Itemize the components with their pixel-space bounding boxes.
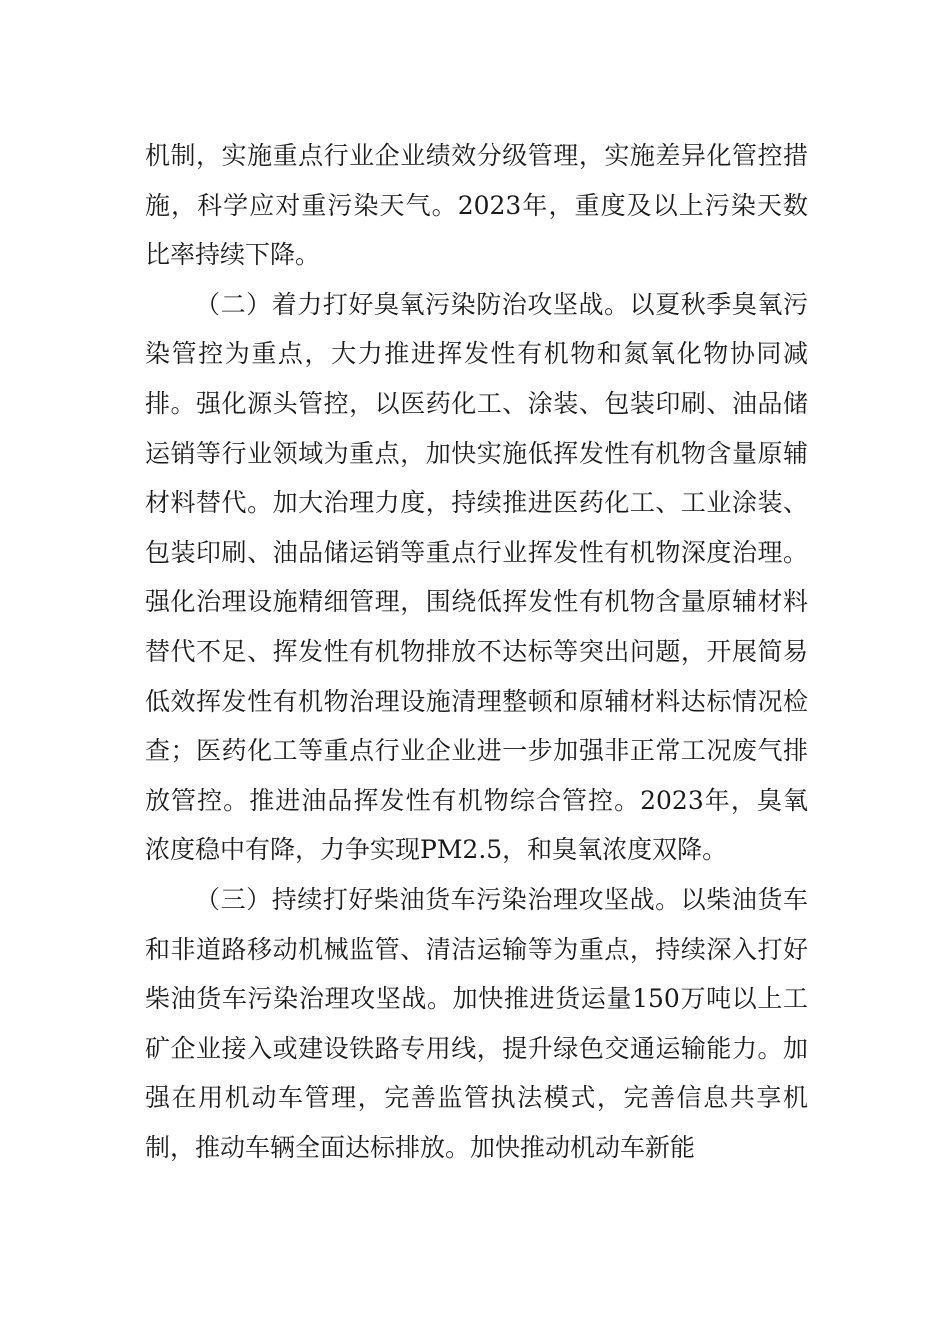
paragraph-continuation: 机制，实施重点行业企业绩效分级管理，实施差异化管控措施，科学应对重污染天气。2023年，重度及以上污染天数比率持续下降。	[145, 141, 808, 270]
paragraph-ozone-pollution: （二）着力打好臭氧污染防治攻坚战。以夏秋季臭氧污染管控为重点，大力推进挥发性有机物和氮氧化物协同减排。强化源头管控，以医药化工、涂装、包装印刷、油品储运销等行业领域为重点，加快实施低挥发性有机物含量原辅材料替代。加大治理力度，持续推进医药化工、工业涂装、包装印刷、油品储运销等重点行业挥发性有机物深度治理。强化治理设施精细管理，围绕低挥发性有机物含量原辅材料替代不足、挥发性有机物排放不达标等突出问题，开展简易低效挥发性有机物治理设施清理整顿和原辅材料达标情况检查；医药化工等重点行业企业进一步加强非正常工况废气排放管控。推进油品挥发性有机物综合管控。2023年，臭氧浓度稳中有降，力争实现PM2.5，和臭氧浓度双降。	[145, 289, 808, 865]
document-body	[145, 131, 808, 1172]
paragraph-diesel-truck-pollution: （三）持续打好柴油货车污染治理攻坚战。以柴油货车和非道路移动机械监管、清洁运输等为重点，持续深入打好柴油货车污染治理攻坚战。加快推进货运量150万吨以上工矿企业接入或建设铁路专用线，提升绿色交通运输能力。加强在用机动车管理，完善监管执法模式，完善信息共享机制，推动车辆全面达标排放。加快推动机动车新能	[145, 884, 808, 1162]
